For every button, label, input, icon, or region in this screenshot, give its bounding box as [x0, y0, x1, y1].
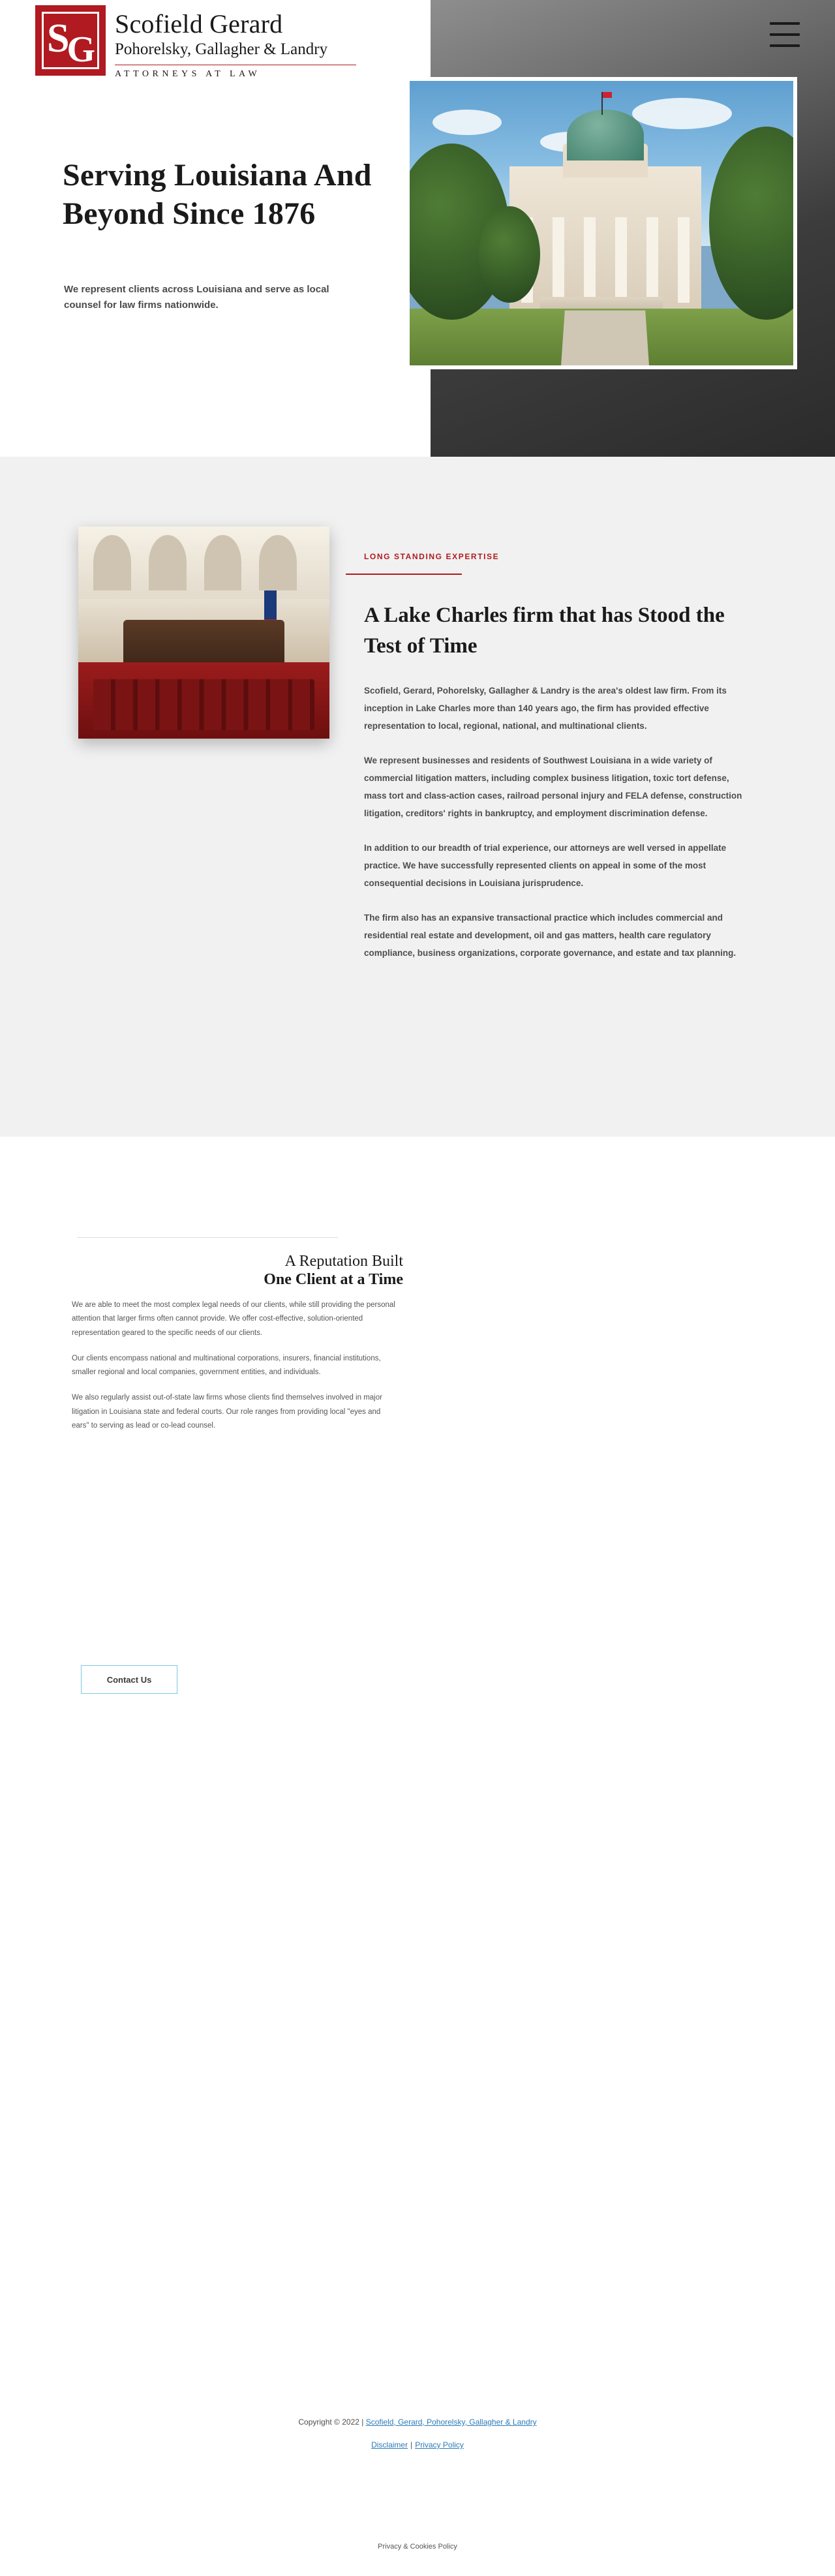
contact-us-button[interactable]: Contact Us: [81, 1665, 177, 1694]
logo-name-line2: Pohorelsky, Gallagher & Landry: [115, 40, 328, 58]
logo-mark-icon: [35, 5, 106, 76]
reputation-title: One Client at a Time: [264, 1271, 403, 1288]
hamburger-menu-icon[interactable]: [770, 22, 800, 47]
disclaimer-link[interactable]: Disclaimer: [371, 2440, 408, 2449]
eyebrow-divider: [346, 574, 462, 575]
footer-firm-link[interactable]: Scofield, Gerard, Pohorelsky, Gallagher & Landry: [365, 2417, 537, 2427]
site-logo[interactable]: [35, 5, 356, 80]
reputation-paragraph: We also regularly assist out-of-state law firms whose clients find themselves involved in major litigation in Louisiana state and federal courts. Our role ranges from providing local "eyes and ears" to serving as lead or co-lead counsel.: [72, 1394, 382, 1430]
hero-subtext: We represent clients across Louisiana and serve as local counsel for law firms nationwide.: [64, 284, 329, 311]
reputation-body: [72, 1298, 398, 1445]
section-eyebrow: LONG STANDING EXPERTISE: [364, 552, 500, 561]
expertise-paragraph: We represent businesses and residents of Southwest Louisiana in a wide variety of commercial litigation matters, including complex business litigation, toxic tort defense, mass tort and class-action cases, railroad personal injury and FELA defense, construction litigation, creditors' rights in bankruptcy, and employment discrimination defense.: [364, 756, 742, 818]
hero-image: [406, 77, 797, 369]
site-footer: [0, 2388, 835, 2576]
cookies-notice[interactable]: Privacy & Cookies Policy: [378, 2543, 457, 2551]
page-title: Serving Louisiana And Beyond Since 1876: [63, 158, 372, 231]
privacy-policy-link[interactable]: Privacy Policy: [415, 2440, 464, 2449]
logo-letter-s: S: [47, 16, 70, 61]
expertise-body: [364, 682, 749, 979]
footer-copyright-text: Copyright © 2022 |: [298, 2417, 366, 2427]
reputation-kicker: A Reputation Built: [284, 1253, 403, 1270]
expertise-paragraph: In addition to our breadth of trial experience, our attorneys are well versed in appellate practice. We have successfully represented clients on appeal in some of the most consequential decisions in Louisiana jurisprudence.: [364, 843, 727, 888]
reputation-divider: [77, 1237, 338, 1238]
logo-tagline: ATTORNEYS AT LAW: [115, 69, 261, 79]
logo-name-line1: Scofield Gerard: [115, 9, 283, 38]
reputation-paragraph: We are able to meet the most complex legal needs of our clients, while still providing the personal attention that larger firms often cannot provide. We offer cost-effective, solution-oriented representation geared to the specific needs of our clients.: [72, 1301, 395, 1337]
logo-letter-g: G: [67, 29, 95, 70]
footer-separator: |: [410, 2440, 413, 2449]
expertise-title: A Lake Charles firm that has Stood the Test of Time: [364, 604, 725, 658]
expertise-paragraph: The firm also has an expansive transactional practice which includes commercial and residential real estate and development, oil and gas matters, health care regulatory compliance, business organizations, corporate governance, and estate and tax planning.: [364, 913, 736, 958]
hero-section: [0, 0, 835, 457]
expertise-paragraph: Scofield, Gerard, Pohorelsky, Gallagher & Landry is the area's oldest law firm. From its inception in Lake Charles more than 140 years ago, the firm has provided effective representation to local, regional, national, and multinational clients.: [364, 686, 727, 731]
courtroom-image: [78, 527, 329, 739]
reputation-paragraph: Our clients encompass national and multinational corporations, insurers, financial institutions, smaller regional and local companies, government entities, and individuals.: [72, 1354, 381, 1377]
footer-copyright: [0, 2417, 835, 2427]
footer-links: [0, 2440, 835, 2449]
